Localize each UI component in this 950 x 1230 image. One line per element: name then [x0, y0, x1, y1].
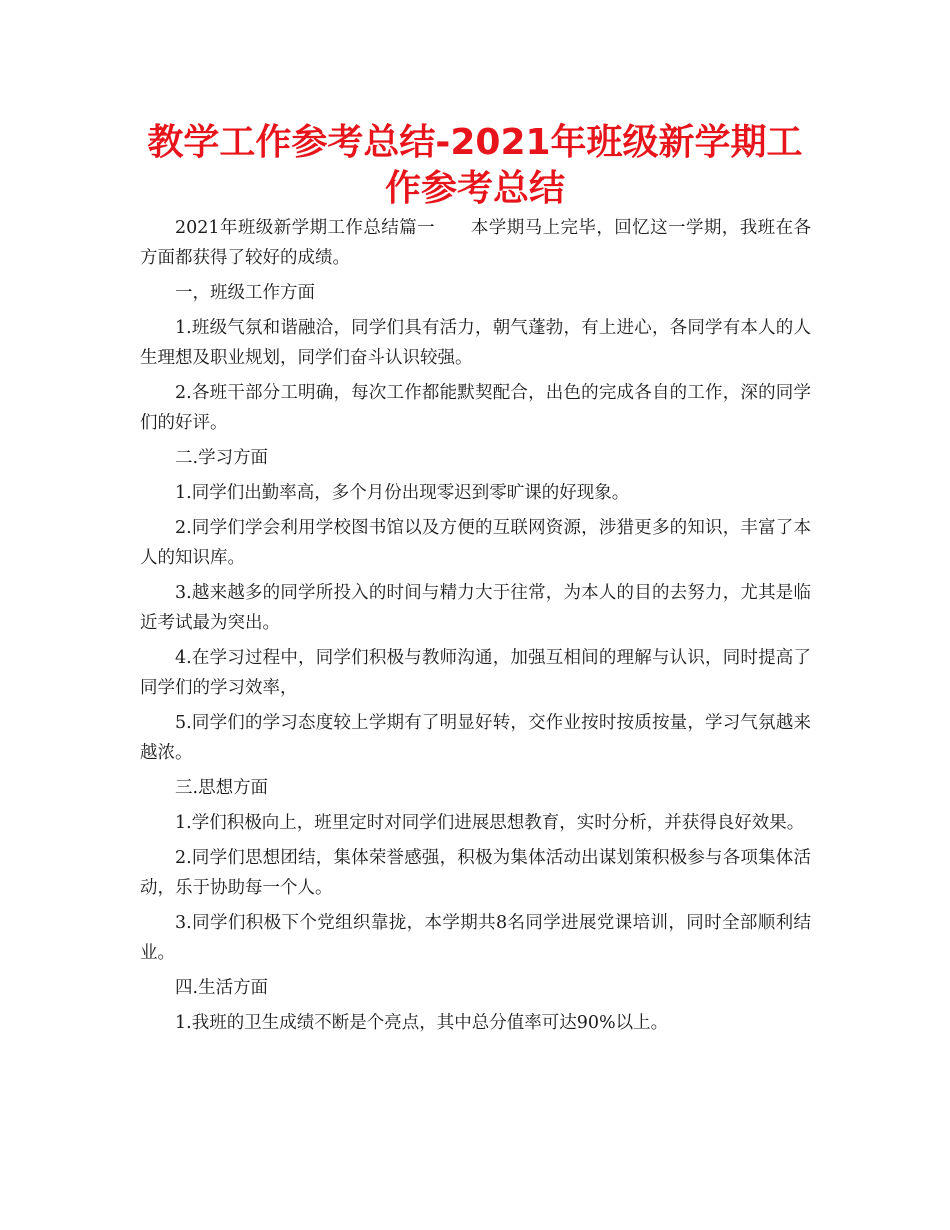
section-heading-study: 二.学习方面 — [175, 448, 269, 468]
paragraph: 1.班级气氛和谐融洽，同学们具有活力，朝气蓬勃，有上进心，各同学有本人的人生理想及职业规划，同学们奋斗认识较强。 — [140, 318, 811, 368]
document-body — [140, 213, 811, 1038]
paragraph: 1.我班的卫生成绩不断是个亮点，其中总分值率可达90%以上。 — [175, 1013, 669, 1033]
section-heading-class-work: 一，班级工作方面 — [175, 283, 315, 303]
paragraph: 2.同学们学会利用学校图书馆以及方便的互联网资源，涉猎更多的知识，丰富了本人的知识库。 — [140, 518, 811, 568]
paragraph: 5.同学们的学习态度较上学期有了明显好转，交作业按时按质按量，学习气氛越来越浓。 — [140, 713, 811, 763]
paragraph: 3.越来越多的同学所投入的时间与精力大于往常，为本人的目的去努力，尤其是临近考试最为突出。 — [140, 583, 811, 633]
document-title: 教学工作参考总结-2021年班级新学期工作参考总结 — [147, 122, 803, 209]
paragraph-intro: 2021年班级新学期工作总结篇一 本学期马上完毕，回忆这一学期，我班在各方面都获得了较好的成绩。 — [140, 218, 811, 268]
paragraph: 1.学们积极向上，班里定时对同学们进展思想教育，实时分析，并获得良好效果。 — [175, 813, 805, 833]
section-heading-thought: 三.思想方面 — [175, 778, 269, 798]
section-heading-life: 四.生活方面 — [175, 978, 269, 998]
paragraph: 2.同学们思想团结，集体荣誉感强，积极为集体活动出谋划策积极参与各项集体活动，乐于协助每一个人。 — [140, 848, 811, 898]
paragraph: 3.同学们积极下个党组织靠拢，本学期共8名同学进展党课培训，同时全部顺利结业。 — [140, 913, 811, 963]
paragraph: 1.同学们出勤率高，多个月份出现零迟到零旷课的好现象。 — [175, 483, 630, 503]
paragraph: 2.各班干部分工明确，每次工作都能默契配合，出色的完成各自的工作，深的同学们的好评。 — [140, 383, 811, 433]
paragraph: 4.在学习过程中，同学们积极与教师沟通，加强互相间的理解与认识，同时提高了同学们的学习效率， — [140, 648, 811, 698]
